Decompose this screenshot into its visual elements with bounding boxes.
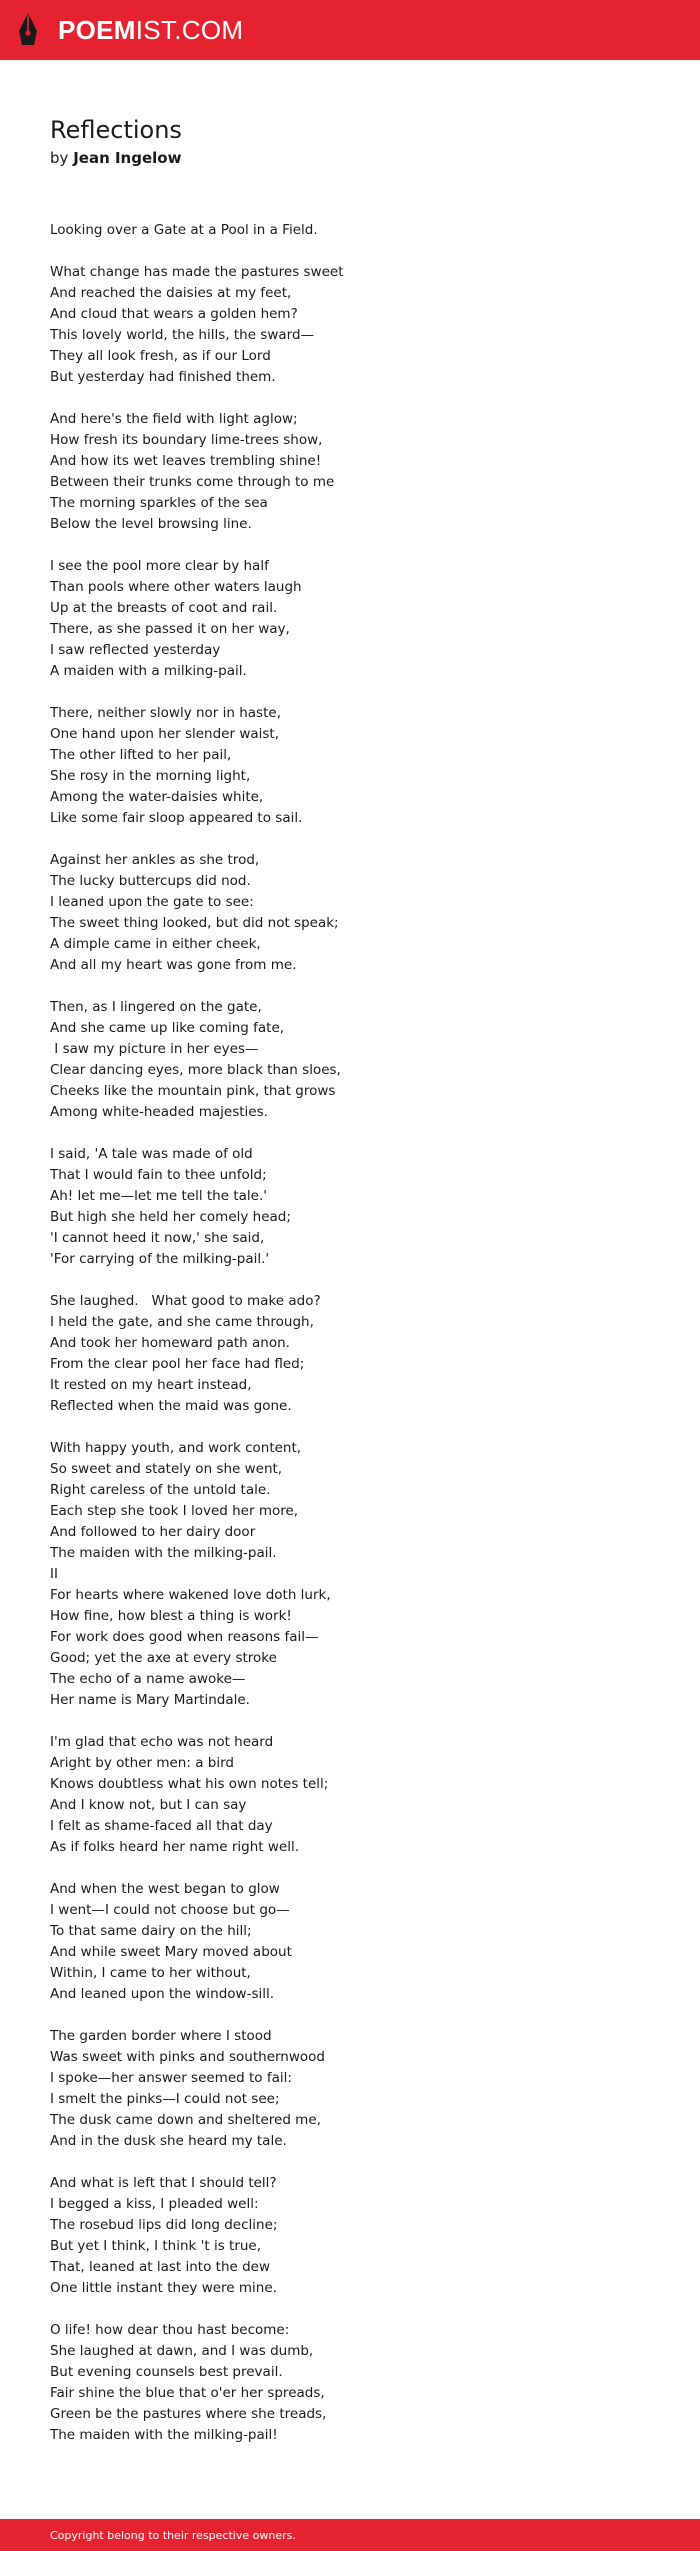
poem-line: Knows doubtless what his own notes tell; — [50, 1776, 329, 1792]
poem-line: I begged a kiss, I pleaded well: — [50, 2196, 259, 2212]
copyright-text: Copyright belong to their respective owners. — [50, 2528, 296, 2542]
poem-line: Fair shine the blue that o'er her spreads, — [50, 2385, 325, 2401]
poem-line: Than pools where other waters laugh — [50, 579, 302, 595]
poem-line: And while sweet Mary moved about — [50, 1944, 292, 1960]
poem-line: There, as she passed it on her way, — [50, 621, 290, 637]
poem-line: That, leaned at last into the dew — [50, 2259, 271, 2275]
poem-line: Reflected when the maid was gone. — [50, 1398, 292, 1414]
logo-rest-text: IST.COM — [135, 14, 244, 45]
poem-line: But yet I think, I think 't is true, — [50, 2238, 262, 2254]
poem-line: What change has made the pastures sweet — [50, 264, 344, 280]
poem-line: I smelt the pinks—I could not see; — [50, 2091, 280, 2107]
poem-line: Among the water-daisies white, — [50, 789, 264, 805]
site-footer — [0, 2519, 700, 2551]
poem-line: As if folks heard her name right well. — [50, 1839, 299, 1855]
poem-stanza — [50, 1438, 650, 1711]
poem-line: Right careless of the untold tale. — [50, 1482, 271, 1498]
poem-stanza — [50, 1879, 650, 2005]
poem-line: Aright by other men: a bird — [50, 1755, 234, 1771]
poem-title: Reflections — [50, 116, 182, 144]
poem-line: How fine, how blest a thing is work! — [50, 1608, 292, 1624]
poem-line: One hand upon her slender waist, — [50, 726, 280, 742]
poem-line: And I know not, but I can say — [50, 1797, 247, 1813]
poem-line: And all my heart was gone from me. — [50, 957, 297, 973]
poem-stanza — [50, 1291, 650, 1417]
poem-line: But evening counsels best prevail. — [50, 2364, 283, 2380]
poem-line: I said, 'A tale was made of old — [50, 1146, 253, 1162]
poem-line: With happy youth, and work content, — [50, 1440, 302, 1456]
poem-line: This lovely world, the hills, the sward— — [50, 327, 315, 343]
poem-line: Clear dancing eyes, more black than sloes, — [50, 1062, 341, 1078]
poem-line: I saw my picture in her eyes— — [50, 1041, 259, 1057]
poem-line: From the clear pool her face had fled; — [50, 1356, 305, 1372]
poem-line: And here's the field with light aglow; — [50, 411, 298, 427]
poem-line: And how its wet leaves trembling shine! — [50, 453, 322, 469]
poem-line: The echo of a name awoke— — [50, 1671, 246, 1687]
poem-line: Like some fair sloop appeared to sail. — [50, 810, 303, 826]
poem-line: Each step she took I loved her more, — [50, 1503, 299, 1519]
poem-line: I'm glad that echo was not heard — [50, 1734, 274, 1750]
poem-content — [50, 114, 650, 2467]
poem-line: There, neither slowly nor in haste, — [50, 705, 281, 721]
poem-line: II — [50, 1566, 58, 1582]
poem-stanza — [50, 409, 650, 535]
poem-line: But yesterday had finished them. — [50, 369, 276, 385]
poem-line: They all look fresh, as if our Lord — [50, 348, 271, 364]
poem-line: I spoke—her answer seemed to fail: — [50, 2070, 292, 2086]
poem-line: The sweet thing looked, but did not speak; — [50, 915, 339, 931]
poem-line: The maiden with the milking-pail! — [50, 2427, 278, 2443]
poem-line: The rosebud lips did long decline; — [50, 2217, 278, 2233]
poem-line: Against her ankles as she trod, — [50, 852, 260, 868]
poem-line: How fresh its boundary lime-trees show, — [50, 432, 323, 448]
poem-line: She rosy in the morning light, — [50, 768, 251, 784]
poem-line: I felt as shame-faced all that day — [50, 1818, 273, 1834]
poem-line: Her name is Mary Martindale. — [50, 1692, 250, 1708]
poem-line: Good; yet the axe at every stroke — [50, 1650, 277, 1666]
poem-stanza — [50, 703, 650, 829]
poem-line: Ah! let me—let me tell the tale.' — [50, 1188, 267, 1204]
poem-line: I held the gate, and she came through, — [50, 1314, 314, 1330]
poem-stanza — [50, 2320, 650, 2446]
poem-line: The lucky buttercups did nod. — [50, 873, 251, 889]
byline — [50, 148, 650, 168]
poem-line: The morning sparkles of the sea — [50, 495, 268, 511]
byline-prefix: by — [50, 149, 69, 167]
poem-line: And what is left that I should tell? — [50, 2175, 277, 2191]
poem-line: Green be the pastures where she treads, — [50, 2406, 327, 2422]
poem-line: And took her homeward path anon. — [50, 1335, 290, 1351]
poem-line: The maiden with the milking-pail. — [50, 1545, 277, 1561]
poem-body — [50, 220, 650, 2446]
logo-bold-text: POEM — [58, 14, 136, 45]
poem-line: It rested on my heart instead, — [50, 1377, 252, 1393]
poem-line: One little instant they were mine. — [50, 2280, 277, 2296]
poem-line: 'I cannot heed it now,' she said, — [50, 1230, 265, 1246]
poem-line: And cloud that wears a golden hem? — [50, 306, 298, 322]
poem-stanza — [50, 1732, 650, 1858]
poem-stanza — [50, 1144, 650, 1270]
poem-line: I leaned upon the gate to see: — [50, 894, 254, 910]
poem-stanza — [50, 2026, 650, 2152]
poem-line: Cheeks like the mountain pink, that grows — [50, 1083, 336, 1099]
poem-stanza — [50, 997, 650, 1123]
poem-line: A maiden with a milking-pail. — [50, 663, 247, 679]
poem-stanza — [50, 850, 650, 976]
poem-stanza — [50, 556, 650, 682]
poem-line: Was sweet with pinks and southernwood — [50, 2049, 325, 2065]
poem-line: To that same dairy on the hill; — [50, 1923, 252, 1939]
poem-line: For hearts where wakened love doth lurk, — [50, 1587, 331, 1603]
poem-line: But high she held her comely head; — [50, 1209, 291, 1225]
poem-line: Below the level browsing line. — [50, 516, 252, 532]
poem-line: I see the pool more clear by half — [50, 558, 269, 574]
poem-line: And leaned upon the window-sill. — [50, 1986, 275, 2002]
poem-line: I went—I could not choose but go— — [50, 1902, 290, 1918]
poem-line: Among white-headed majesties. — [50, 1104, 268, 1120]
poem-stanza — [50, 2173, 650, 2299]
poem-line: The garden border where I stood — [50, 2028, 272, 2044]
poem-line: Between their trunks come through to me — [50, 474, 335, 490]
poem-line: O life! how dear thou hast become: — [50, 2322, 290, 2338]
poem-line: So sweet and stately on she went, — [50, 1461, 283, 1477]
poem-line: The other lifted to her pail, — [50, 747, 232, 763]
site-header — [0, 0, 700, 60]
poem-line: Then, as I lingered on the gate, — [50, 999, 262, 1015]
poem-line: Up at the breasts of coot and rail. — [50, 600, 278, 616]
poem-stanza — [50, 262, 650, 388]
poem-stanza — [50, 220, 650, 241]
poem-line: And she came up like coming fate, — [50, 1020, 285, 1036]
poem-line: And in the dusk she heard my tale. — [50, 2133, 287, 2149]
poem-line: Within, I came to her without, — [50, 1965, 251, 1981]
poem-line: Looking over a Gate at a Pool in a Field. — [50, 222, 318, 238]
pen-nib-icon[interactable] — [16, 10, 42, 50]
poem-line: 'For carrying of the milking-pail.' — [50, 1251, 270, 1267]
poem-line: She laughed. What good to make ado? — [50, 1293, 321, 1309]
author-link[interactable]: Jean Ingelow — [73, 149, 182, 167]
poem-line: And when the west began to glow — [50, 1881, 280, 1897]
poem-line: The dusk came down and sheltered me, — [50, 2112, 321, 2128]
poem-line: She laughed at dawn, and I was dumb, — [50, 2343, 314, 2359]
poem-line: For work does good when reasons fail— — [50, 1629, 319, 1645]
poem-line: And followed to her dairy door — [50, 1524, 256, 1540]
site-logo-link[interactable] — [58, 15, 243, 46]
poem-line: I saw reflected yesterday — [50, 642, 221, 658]
poem-line: And reached the daisies at my feet, — [50, 285, 292, 301]
poem-line: A dimple came in either cheek, — [50, 936, 261, 952]
poem-line: That I would fain to thee unfold; — [50, 1167, 267, 1183]
